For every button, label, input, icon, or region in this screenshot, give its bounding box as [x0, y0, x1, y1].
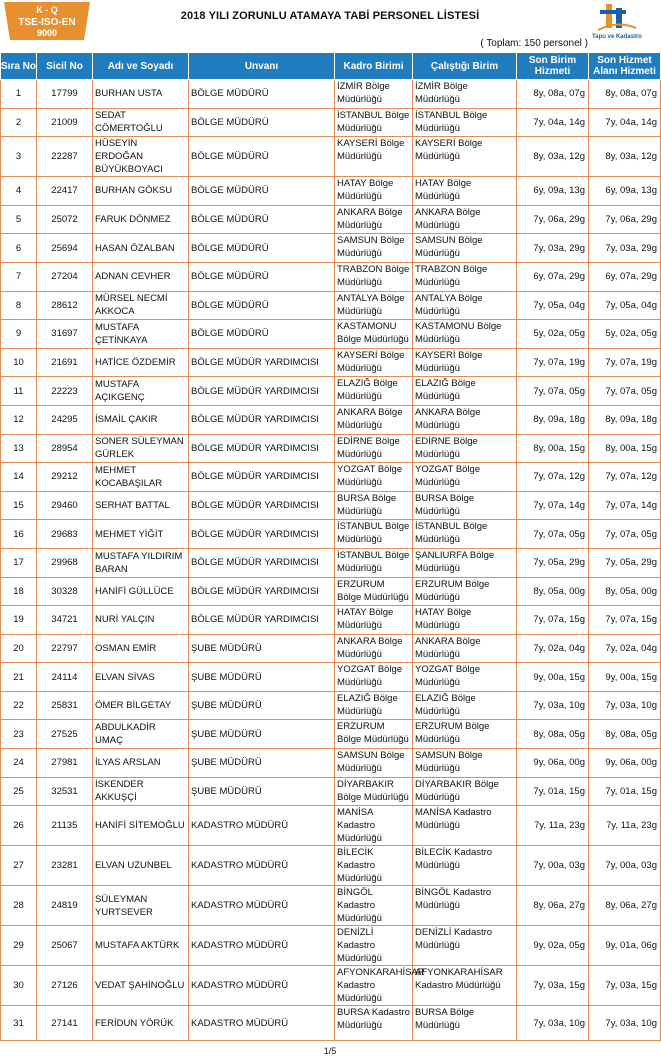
row-kadro: BİNGÖL Kadastro Müdürlüğü [335, 886, 413, 926]
row-title: KADASTRO MÜDÜRÜ [189, 966, 335, 1006]
col-header-sira: Sıra No [1, 53, 37, 80]
row-son-hizmet: 9y, 01a, 06g [589, 926, 661, 966]
row-sicil: 22797 [37, 634, 93, 663]
row-son-birim: 7y, 11a, 23g [517, 806, 589, 846]
row-no: 29 [1, 926, 37, 966]
row-kadro: AFYONKARAHİSAR Kadastro Müdürlüğü [335, 966, 413, 1006]
row-kadro: ANTALYA Bölge Müdürlüğü [335, 291, 413, 320]
row-no: 6 [1, 234, 37, 263]
row-son-birim: 7y, 07a, 05g [517, 377, 589, 406]
row-kadro: ERZURUM Bölge Müdürlüğü [335, 720, 413, 749]
table-row [1, 291, 661, 320]
row-son-birim: 8y, 08a, 07g [517, 80, 589, 109]
row-title: BÖLGE MÜDÜR YARDIMCISI [189, 548, 335, 577]
row-son-birim: 8y, 06a, 27g [517, 886, 589, 926]
row-sicil: 27204 [37, 262, 93, 291]
row-sicil: 21009 [37, 108, 93, 137]
row-calistigi: KASTAMONU Bölge Müdürlüğü [413, 320, 517, 349]
row-title: ŞUBE MÜDÜRÜ [189, 663, 335, 692]
row-son-birim: 7y, 07a, 12g [517, 463, 589, 492]
row-sicil: 29212 [37, 463, 93, 492]
row-kadro: DİYARBAKIR Bölge Müdürlüğü [335, 777, 413, 806]
row-kadro: İZMİR Bölge Müdürlüğü [335, 80, 413, 109]
row-no: 15 [1, 491, 37, 520]
row-son-hizmet: 7y, 00a, 03g [589, 846, 661, 886]
table-row [1, 926, 661, 966]
row-calistigi: KAYSERİ Bölge Müdürlüğü [413, 348, 517, 377]
row-son-hizmet: 7y, 07a, 05g [589, 520, 661, 549]
row-son-hizmet: 6y, 07a, 29g [589, 262, 661, 291]
row-calistigi: BİLECİK Kadastro Müdürlüğü [413, 846, 517, 886]
row-title: ŞUBE MÜDÜRÜ [189, 691, 335, 720]
row-no: 8 [1, 291, 37, 320]
row-sicil: 24295 [37, 405, 93, 434]
col-header-ad: Adı ve Soyadı [93, 53, 189, 80]
row-title: BÖLGE MÜDÜRÜ [189, 262, 335, 291]
row-calistigi: YOZGAT Bölge Müdürlüğü [413, 463, 517, 492]
row-title: ŞUBE MÜDÜRÜ [189, 720, 335, 749]
row-no: 23 [1, 720, 37, 749]
row-calistigi: DENİZLİ Kadastro Müdürlüğü [413, 926, 517, 966]
row-calistigi: ERZURUM Bölge Müdürlüğü [413, 577, 517, 606]
row-son-hizmet: 5y, 02a, 05g [589, 320, 661, 349]
row-name: OSMAN EMİR [93, 634, 189, 663]
row-no: 18 [1, 577, 37, 606]
row-sicil: 27525 [37, 720, 93, 749]
table-row [1, 177, 661, 206]
row-son-hizmet: 9y, 00a, 15g [589, 663, 661, 692]
row-no: 9 [1, 320, 37, 349]
row-calistigi: BURSA Bölge Müdürlüğü [413, 491, 517, 520]
row-calistigi: ANKARA Bölge Müdürlüğü [413, 405, 517, 434]
row-son-birim: 5y, 02a, 05g [517, 320, 589, 349]
row-sicil: 25694 [37, 234, 93, 263]
row-no: 27 [1, 846, 37, 886]
row-calistigi: KAYSERİ Bölge Müdürlüğü [413, 137, 517, 177]
row-son-birim: 7y, 07a, 15g [517, 606, 589, 635]
row-name: ÖMER BİLGETAY [93, 691, 189, 720]
row-sicil: 29683 [37, 520, 93, 549]
row-sicil: 23281 [37, 846, 93, 886]
row-name: HANİFİ SİTEMOĞLU [93, 806, 189, 846]
row-title: KADASTRO MÜDÜRÜ [189, 1006, 335, 1041]
row-sicil: 30328 [37, 577, 93, 606]
row-son-hizmet: 7y, 01a, 15g [589, 777, 661, 806]
col-header-son-hizmet: Son Hizmet Alanı Hizmeti [589, 53, 661, 80]
row-calistigi: ANKARA Bölge Müdürlüğü [413, 205, 517, 234]
row-sicil: 25072 [37, 205, 93, 234]
row-son-birim: 6y, 07a, 29g [517, 262, 589, 291]
logo-line-3: 9000 [36, 28, 58, 38]
row-name: MUSTAFA YILDIRIM BARAN [93, 548, 189, 577]
row-title: BÖLGE MÜDÜRÜ [189, 137, 335, 177]
table-row [1, 663, 661, 692]
row-son-hizmet: 7y, 07a, 19g [589, 348, 661, 377]
row-no: 7 [1, 262, 37, 291]
row-no: 5 [1, 205, 37, 234]
row-calistigi: İSTANBUL Bölge Müdürlüğü [413, 520, 517, 549]
row-son-birim: 8y, 09a, 18g [517, 405, 589, 434]
row-name: MEHMET KOCABAŞILAR [93, 463, 189, 492]
row-kadro: ERZURUM Bölge Müdürlüğü [335, 577, 413, 606]
table-row [1, 634, 661, 663]
row-no: 11 [1, 377, 37, 406]
row-son-birim: 9y, 06a, 00g [517, 749, 589, 778]
row-sicil: 25067 [37, 926, 93, 966]
table-row [1, 846, 661, 886]
row-name: SONER SÜLEYMAN GÜRLEK [93, 434, 189, 463]
row-no: 19 [1, 606, 37, 635]
col-header-sicil: Sicil No [37, 53, 93, 80]
row-sicil: 24114 [37, 663, 93, 692]
row-sicil: 31697 [37, 320, 93, 349]
row-no: 14 [1, 463, 37, 492]
row-title: BÖLGE MÜDÜRÜ [189, 234, 335, 263]
row-no: 2 [1, 108, 37, 137]
table-row [1, 405, 661, 434]
row-calistigi: İSTANBUL Bölge Müdürlüğü [413, 108, 517, 137]
row-name: ADNAN CEVHER [93, 262, 189, 291]
row-calistigi: İZMİR Bölge Müdürlüğü [413, 80, 517, 109]
table-row [1, 234, 661, 263]
row-son-hizmet: 7y, 03a, 15g [589, 966, 661, 1006]
row-title: BÖLGE MÜDÜRÜ [189, 108, 335, 137]
row-calistigi: ERZURUM Bölge Müdürlüğü [413, 720, 517, 749]
row-kadro: ANKARA Bölge Müdürlüğü [335, 634, 413, 663]
row-title: BÖLGE MÜDÜR YARDIMCISI [189, 463, 335, 492]
row-title: BÖLGE MÜDÜRÜ [189, 80, 335, 109]
row-sicil: 29968 [37, 548, 93, 577]
row-calistigi: YOZGAT Bölge Müdürlüğü [413, 663, 517, 692]
row-sicil: 25831 [37, 691, 93, 720]
row-kadro: DENİZLİ Kadastro Müdürlüğü [335, 926, 413, 966]
row-calistigi: ELAZIĞ Bölge Müdürlüğü [413, 377, 517, 406]
row-no: 21 [1, 663, 37, 692]
table-row [1, 1006, 661, 1041]
row-kadro: SAMSUN Bölge Müdürlüğü [335, 749, 413, 778]
row-sicil: 22287 [37, 137, 93, 177]
row-calistigi: SAMSUN Bölge Müdürlüğü [413, 234, 517, 263]
row-kadro: TRABZON Bölge Müdürlüğü [335, 262, 413, 291]
row-calistigi: EDİRNE Bölge Müdürlüğü [413, 434, 517, 463]
row-son-hizmet: 8y, 05a, 00g [589, 577, 661, 606]
table-row [1, 108, 661, 137]
row-son-birim: 7y, 03a, 10g [517, 691, 589, 720]
row-kadro: YOZGAT Bölge Müdürlüğü [335, 463, 413, 492]
row-title: BÖLGE MÜDÜR YARDIMCISI [189, 491, 335, 520]
row-kadro: KASTAMONU Bölge Müdürlüğü [335, 320, 413, 349]
row-name: İLYAS ARSLAN [93, 749, 189, 778]
row-kadro: HATAY Bölge Müdürlüğü [335, 177, 413, 206]
table-row [1, 262, 661, 291]
row-calistigi: BİNGÖL Kadastro Müdürlüğü [413, 886, 517, 926]
row-son-hizmet: 8y, 08a, 07g [589, 80, 661, 109]
row-name: MUSTAFA ÇETİNKAYA [93, 320, 189, 349]
row-title: BÖLGE MÜDÜR YARDIMCISI [189, 405, 335, 434]
row-sicil: 17799 [37, 80, 93, 109]
table-row [1, 520, 661, 549]
table-header-row [1, 53, 661, 80]
row-sicil: 22223 [37, 377, 93, 406]
table-row [1, 205, 661, 234]
row-sicil: 27126 [37, 966, 93, 1006]
row-name: BURHAN GÖKSU [93, 177, 189, 206]
row-son-birim: 8y, 08a, 05g [517, 720, 589, 749]
row-sicil: 27981 [37, 749, 93, 778]
table-row [1, 691, 661, 720]
row-son-birim: 7y, 03a, 10g [517, 1006, 589, 1041]
row-name: SÜLEYMAN YURTSEVER [93, 886, 189, 926]
row-son-birim: 7y, 06a, 29g [517, 205, 589, 234]
row-no: 20 [1, 634, 37, 663]
row-calistigi: AFYONKARAHİSAR Kadastro Müdürlüğü [413, 966, 517, 1006]
row-kadro: YOZGAT Bölge Müdürlüğü [335, 663, 413, 692]
row-calistigi: ANTALYA Bölge Müdürlüğü [413, 291, 517, 320]
row-name: MEHMET YİĞİT [93, 520, 189, 549]
row-name: İSKENDER AKKUŞÇİ [93, 777, 189, 806]
row-son-hizmet: 6y, 09a, 13g [589, 177, 661, 206]
row-title: KADASTRO MÜDÜRÜ [189, 846, 335, 886]
row-son-birim: 7y, 05a, 29g [517, 548, 589, 577]
row-son-hizmet: 8y, 03a, 12g [589, 137, 661, 177]
row-sicil: 34721 [37, 606, 93, 635]
row-title: BÖLGE MÜDÜRÜ [189, 205, 335, 234]
row-son-birim: 7y, 00a, 03g [517, 846, 589, 886]
row-son-birim: 9y, 02a, 05g [517, 926, 589, 966]
row-title: BÖLGE MÜDÜR YARDIMCISI [189, 348, 335, 377]
row-title: BÖLGE MÜDÜR YARDIMCISI [189, 520, 335, 549]
row-name: MUSTAFA AÇIKGENÇ [93, 377, 189, 406]
table-row [1, 80, 661, 109]
row-son-birim: 9y, 00a, 15g [517, 663, 589, 692]
row-son-hizmet: 7y, 05a, 29g [589, 548, 661, 577]
row-title: KADASTRO MÜDÜRÜ [189, 806, 335, 846]
row-son-birim: 6y, 09a, 13g [517, 177, 589, 206]
personnel-table [0, 52, 661, 1041]
row-title: BÖLGE MÜDÜR YARDIMCISI [189, 577, 335, 606]
row-name: İSMAİL ÇAKIR [93, 405, 189, 434]
row-son-hizmet: 7y, 07a, 15g [589, 606, 661, 635]
col-header-kadro: Kadro Birimi [335, 53, 413, 80]
row-son-hizmet: 7y, 07a, 05g [589, 377, 661, 406]
row-title: KADASTRO MÜDÜRÜ [189, 886, 335, 926]
row-son-birim: 7y, 01a, 15g [517, 777, 589, 806]
row-son-hizmet: 7y, 05a, 04g [589, 291, 661, 320]
row-kadro: SAMSUN Bölge Müdürlüğü [335, 234, 413, 263]
row-name: ELVAN UZUNBEL [93, 846, 189, 886]
row-no: 12 [1, 405, 37, 434]
total-count: ( Toplam: 150 personel ) [480, 38, 588, 49]
row-calistigi: BURSA Bölge Müdürlüğü [413, 1006, 517, 1041]
logo-line-2: TSE-ISO-EN [18, 17, 76, 28]
row-kadro: ELAZIĞ Bölge Müdürlüğü [335, 377, 413, 406]
col-header-calistigi: Çalıştığı Birim [413, 53, 517, 80]
row-title: BÖLGE MÜDÜRÜ [189, 320, 335, 349]
row-son-birim: 7y, 05a, 04g [517, 291, 589, 320]
row-name: SEDAT CÖMERTOĞLU [93, 108, 189, 137]
row-no: 25 [1, 777, 37, 806]
row-sicil: 29460 [37, 491, 93, 520]
row-calistigi: MANİSA Kadastro Müdürlüğü [413, 806, 517, 846]
row-title: BÖLGE MÜDÜRÜ [189, 177, 335, 206]
logo-right-text: Tapu ve Kadastro [592, 34, 642, 40]
row-no: 31 [1, 1006, 37, 1041]
row-sicil: 32531 [37, 777, 93, 806]
row-son-hizmet: 7y, 06a, 29g [589, 205, 661, 234]
row-sicil: 27141 [37, 1006, 93, 1041]
table-row [1, 777, 661, 806]
table-row [1, 886, 661, 926]
table-row [1, 320, 661, 349]
row-son-birim: 7y, 04a, 14g [517, 108, 589, 137]
tapu-kadastro-logo [588, 2, 646, 44]
row-title: KADASTRO MÜDÜRÜ [189, 926, 335, 966]
row-son-hizmet: 9y, 06a, 00g [589, 749, 661, 778]
row-son-birim: 7y, 07a, 19g [517, 348, 589, 377]
row-son-birim: 7y, 07a, 14g [517, 491, 589, 520]
logo-line-1: K - Q [36, 5, 58, 15]
row-no: 24 [1, 749, 37, 778]
row-son-hizmet: 7y, 03a, 10g [589, 1006, 661, 1041]
table-row [1, 377, 661, 406]
row-son-hizmet: 7y, 07a, 14g [589, 491, 661, 520]
row-kadro: ANKARA Bölge Müdürlüğü [335, 405, 413, 434]
row-son-birim: 8y, 03a, 12g [517, 137, 589, 177]
table-row [1, 491, 661, 520]
row-son-birim: 7y, 07a, 05g [517, 520, 589, 549]
row-no: 10 [1, 348, 37, 377]
row-name: HASAN ÖZALBAN [93, 234, 189, 263]
row-son-hizmet: 7y, 11a, 23g [589, 806, 661, 846]
row-no: 22 [1, 691, 37, 720]
row-son-hizmet: 7y, 03a, 10g [589, 691, 661, 720]
row-kadro: BURSA Bölge Müdürlüğü [335, 491, 413, 520]
table-row [1, 548, 661, 577]
row-name: HÜSEYİN ERDOĞAN BÜYÜKBOYACI [93, 137, 189, 177]
row-kadro: İSTANBUL Bölge Müdürlüğü [335, 548, 413, 577]
table-row [1, 348, 661, 377]
row-kadro: BURSA Kadastro Müdürlüğü [335, 1006, 413, 1041]
row-kadro: MANİSA Kadastro Müdürlüğü [335, 806, 413, 846]
row-calistigi: TRABZON Bölge Müdürlüğü [413, 262, 517, 291]
col-header-son-birim: Son Birim Hizmeti [517, 53, 589, 80]
table-row [1, 806, 661, 846]
row-name: SERHAT BATTAL [93, 491, 189, 520]
table-body [1, 80, 661, 1041]
table-row [1, 137, 661, 177]
row-kadro: ANKARA Bölge Müdürlüğü [335, 205, 413, 234]
row-no: 26 [1, 806, 37, 846]
row-sicil: 28954 [37, 434, 93, 463]
row-name: ABDULKADİR UMAÇ [93, 720, 189, 749]
row-no: 13 [1, 434, 37, 463]
row-name: ELVAN SİVAS [93, 663, 189, 692]
row-name: FARUK DÖNMEZ [93, 205, 189, 234]
row-title: BÖLGE MÜDÜR YARDIMCISI [189, 434, 335, 463]
table-row [1, 966, 661, 1006]
row-name: HANİFİ GÜLLÜCE [93, 577, 189, 606]
row-calistigi: SAMSUN Bölge Müdürlüğü [413, 749, 517, 778]
row-title: BÖLGE MÜDÜR YARDIMCISI [189, 606, 335, 635]
row-son-hizmet: 7y, 03a, 29g [589, 234, 661, 263]
row-kadro: KAYSERİ Bölge Müdürlüğü [335, 137, 413, 177]
table-row [1, 463, 661, 492]
row-calistigi: ŞANLIURFA Bölge Müdürlüğü [413, 548, 517, 577]
row-kadro: İSTANBUL Bölge Müdürlüğü [335, 108, 413, 137]
row-son-birim: 8y, 00a, 15g [517, 434, 589, 463]
row-son-birim: 7y, 03a, 15g [517, 966, 589, 1006]
row-name: MUSTAFA AKTÜRK [93, 926, 189, 966]
table-row [1, 606, 661, 635]
row-name: NURİ YALÇIN [93, 606, 189, 635]
row-no: 3 [1, 137, 37, 177]
row-sicil: 22417 [37, 177, 93, 206]
row-son-birim: 8y, 05a, 00g [517, 577, 589, 606]
row-calistigi: HATAY Bölge Müdürlüğü [413, 606, 517, 635]
row-son-birim: 7y, 02a, 04g [517, 634, 589, 663]
row-kadro: EDİRNE Bölge Müdürlüğü [335, 434, 413, 463]
row-son-hizmet: 8y, 09a, 18g [589, 405, 661, 434]
row-kadro: BİLECİK Kadastro Müdürlüğü [335, 846, 413, 886]
row-name: FERİDUN YÖRÜK [93, 1006, 189, 1041]
row-no: 28 [1, 886, 37, 926]
table-row [1, 720, 661, 749]
row-no: 4 [1, 177, 37, 206]
row-sicil: 24819 [37, 886, 93, 926]
row-calistigi: DİYARBAKIR Bölge Müdürlüğü [413, 777, 517, 806]
row-no: 16 [1, 520, 37, 549]
row-son-hizmet: 8y, 06a, 27g [589, 886, 661, 926]
row-son-birim: 7y, 03a, 29g [517, 234, 589, 263]
row-sicil: 21135 [37, 806, 93, 846]
row-name: BURHAN USTA [93, 80, 189, 109]
row-title: ŞUBE MÜDÜRÜ [189, 749, 335, 778]
row-sicil: 28612 [37, 291, 93, 320]
row-son-hizmet: 8y, 00a, 15g [589, 434, 661, 463]
row-title: BÖLGE MÜDÜRÜ [189, 291, 335, 320]
row-title: ŞUBE MÜDÜRÜ [189, 777, 335, 806]
row-kadro: HATAY Bölge Müdürlüğü [335, 606, 413, 635]
row-name: MÜRSEL NECMİ AKKOCA [93, 291, 189, 320]
row-kadro: KAYSERİ Bölge Müdürlüğü [335, 348, 413, 377]
table-row [1, 434, 661, 463]
row-title: ŞUBE MÜDÜRÜ [189, 634, 335, 663]
col-header-unvan: Unvanı [189, 53, 335, 80]
row-son-hizmet: 7y, 02a, 04g [589, 634, 661, 663]
row-calistigi: HATAY Bölge Müdürlüğü [413, 177, 517, 206]
row-no: 30 [1, 966, 37, 1006]
row-son-hizmet: 8y, 08a, 05g [589, 720, 661, 749]
page-title: 2018 YILI ZORUNLU ATAMAYA TABİ PERSONEL LİSTESİ [180, 10, 480, 22]
row-calistigi: ELAZIĞ Bölge Müdürlüğü [413, 691, 517, 720]
page-number: 1/5 [323, 1046, 337, 1056]
row-title: BÖLGE MÜDÜR YARDIMCISI [189, 377, 335, 406]
row-no: 1 [1, 80, 37, 109]
table-row [1, 577, 661, 606]
row-son-hizmet: 7y, 07a, 12g [589, 463, 661, 492]
row-son-hizmet: 7y, 04a, 14g [589, 108, 661, 137]
row-no: 17 [1, 548, 37, 577]
row-sicil: 21691 [37, 348, 93, 377]
row-name: HATİCE ÖZDEMİR [93, 348, 189, 377]
row-name: VEDAT ŞAHİNOĞLU [93, 966, 189, 1006]
row-kadro: ELAZIĞ Bölge Müdürlüğü [335, 691, 413, 720]
row-kadro: İSTANBUL Bölge Müdürlüğü [335, 520, 413, 549]
table-row [1, 749, 661, 778]
row-calistigi: ANKARA Bölge Müdürlüğü [413, 634, 517, 663]
